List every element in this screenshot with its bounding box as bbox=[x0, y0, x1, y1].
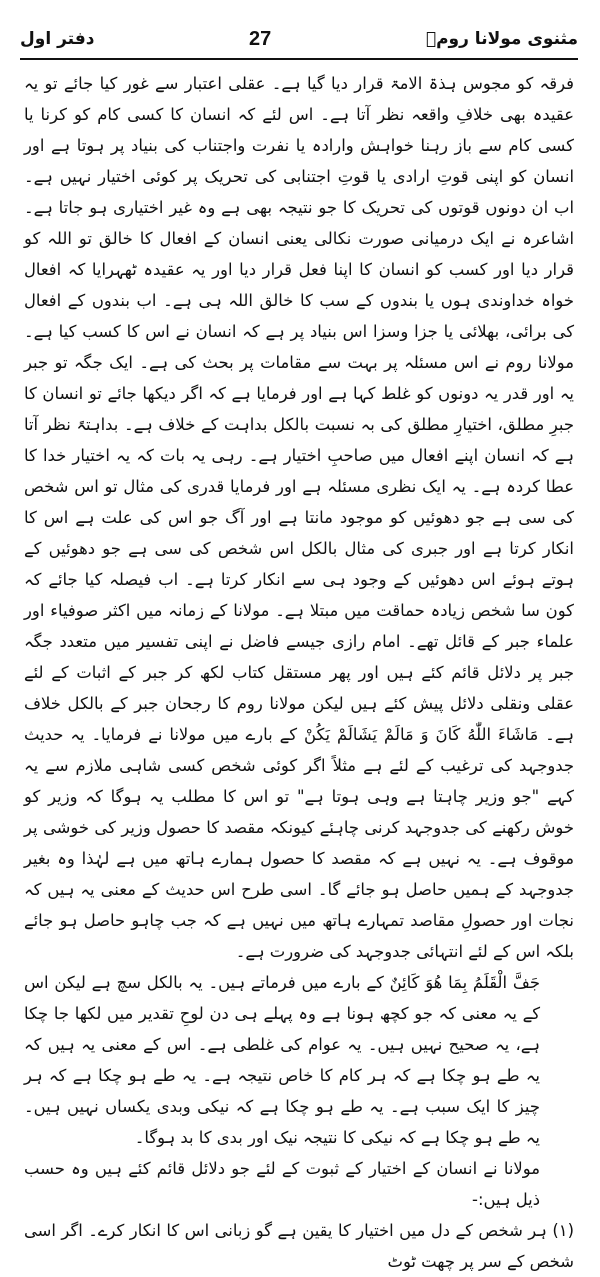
paragraph: (۱) ہر شخص کے دل میں اختیار کا یقین ہے گو زبانی اس کا انکار کرے۔ اگر اسی شخص کے سر پر چھت ٹوٹ bbox=[24, 1221, 574, 1271]
paragraph: جَفَّ الْقَلَمُ بِمَا هُوَ كَائِنٌ کے بارے میں فرماتے ہیں۔ یہ بالکل سچ ہے لیکن اس کے یہ معنی کہ جو کچھ ہونا ہے وہ پہلے ہی دن لوحِ تقدیر میں لکھا جا چکا ہے، یہ صحیح نہیں ہیں۔ یہ عوام کی غلطی ہے۔ اس کے معنی یہ ہیں کہ یہ طے ہو چکا ہے کہ ہر کام کا خاص نتیجہ ہے۔ یہ طے ہو چکا ہے کہ ہر چیز کا ایک سبب ہے۔ یہ طے ہو چکا ہے کہ نیکی وبدی یکساں نہیں ہیں۔ یہ طے ہو چکا ہے کہ نیکی کا نتیجہ نیک اور بدی کا بد ہوگا۔ bbox=[24, 973, 540, 1147]
paragraph: مولانا نے انسان کے اختیار کے ثبوت کے لئے جو دلائل قائم کئے ہیں وہ حسب ذیل ہیں:- bbox=[24, 1159, 540, 1209]
page-header bbox=[20, 22, 578, 56]
page-number: 27 bbox=[249, 27, 272, 50]
header-rule bbox=[20, 58, 578, 60]
book-title: مثنوی مولانا رومؒ bbox=[425, 29, 578, 49]
section-label: دفتر اول bbox=[20, 29, 95, 49]
paragraph: فرقہ کو مجوس ہذۃ الامۃ قرار دیا گیا ہے۔ عقلی اعتبار سے غور کیا جائے تو یہ عقیدہ بھی خلافِ واقعہ نظر آتا ہے۔ اس لئے کہ انسان کا کسی کام کو کرنا یا کسی کام سے باز رہنا خواہش وارادہ یا نفرت واجتناب کی بنیاد پر ہوتا ہے اور انسان کو اپنی قوتِ ارادی یا قوتِ اجتنابی کی تحریک پر کوئی اختیار نہیں ہے۔ اب ان دونوں قوتوں کی تحریک کا جو نتیجہ بھی ہے وہ غیر اختیاری ہو جاتا ہے۔ اشاعرہ نے ایک درمیانی صورت نکالی یعنی انسان کے افعال کا خالق تو اللہ کو قرار دیا اور کسب کو انسان کا اپنا فعل قرار دیا اور یہ عقیدہ ٹھہرایا کہ افعال خواہ خداوندی ہوں یا بندوں کے سب کا خالق اللہ ہی ہے۔ اب بندوں کے افعال کی برائی، بھلائی یا جزا وسزا اس بنیاد پر ہے کہ انسان نے اس کا کسب کیا ہے۔ مولانا روم نے اس مسئلہ پر بہت سے مقامات پر بحث کی ہے۔ ایک جگہ تو جبر یہ اور قدر یہ دونوں کو غلط کہا ہے اور فرمایا ہے کہ اگر دیکھا جائے تو انسان کا جبرِ مطلق، اختیارِ مطلق کی بہ نسبت بالکل بداہت کے خلاف ہے۔ بداہتہً نظر آتا ہے کہ انسان اپنے افعال میں صاحبِ اختیار ہے۔ رہی یہ بات کہ یہ اختیار خدا کا عطا کردہ ہے۔ یہ ایک نظری مسئلہ ہے اور فرمایا قدری کی مثال تو اس شخص کی سی ہے جو دھوئیں کو موجود مانتا ہے اور آگ جو اس کی علت ہے اس کا انکار کرتا ہے اور جبری کی مثال بالکل اس شخص کی سی ہے جو دھوئیں کے ہوتے ہوئے اس دھوئیں کے وجود ہی سے انکار کرتا ہے۔ اب فیصلہ کیا جائے کہ کون سا شخص زیادہ حماقت میں مبتلا ہے۔ مولانا کے زمانہ میں اکثر صوفیاء اور علماء جبر کے قائل تھے۔ امام رازی جیسے فاضل نے اپنی تفسیر میں متعدد جگہ جبر پر دلائل قائم کئے ہیں اور پھر مستقل کتاب لکھ کر جبر کے اثبات کے لئے عقلی ونقلی دلائل پیش کئے ہیں لیکن مولانا روم کا رجحان جبر کے بالکل خلاف ہے۔ مَاشَاءَ اللّٰهُ كَانَ وَ مَالَمْ يَشَالَمْ يَكُنْ کے بارے میں مولانا نے فرمایا۔ یہ حدیث جدوجہد کی ترغیب کے لئے ہے مثلاً اگر کوئی شخص کسی شاہی ملازم سے یہ کہے "جو وزیر چاہتا ہے وہی ہوتا ہے" تو اس کا مطلب یہ ہوگا کہ وزیر کو خوش رکھنے کی جدوجہد کرنی چاہئے کیونکہ مقصد کا حصول وزیر کی خوشی پر موقوف ہے۔ یہ نہیں ہے کہ مقصد کا حصول ہمارے ہاتھ میں ہے لہٰذا وہ بغیر جدوجہد کے ہمیں حاصل ہو جائے گا۔ اسی طرح اس حدیث کے معنی یہ ہیں کہ نجات اور حصولِ مقاصد تمہارے ہاتھ میں نہیں ہے کہ جب چاہو حاصل ہو جائے بلکہ اس کے لئے انتہائی جدوجہد کی ضرورت ہے۔ bbox=[24, 74, 574, 961]
page-body bbox=[24, 68, 574, 1271]
